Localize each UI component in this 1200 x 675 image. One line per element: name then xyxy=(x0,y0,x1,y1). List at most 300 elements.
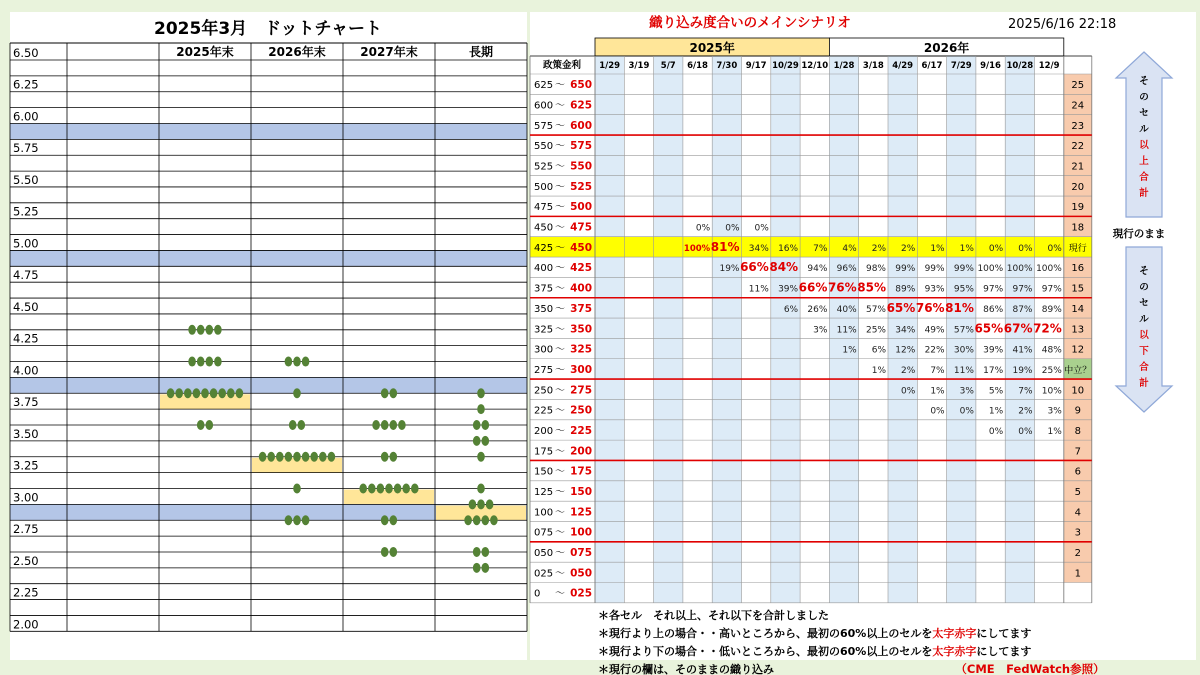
probability-cell: 65% xyxy=(974,321,1004,336)
rate-low: 325 xyxy=(534,324,554,336)
fomc-dot xyxy=(302,357,310,367)
fomc-dot xyxy=(167,388,175,398)
date-header: 5/7 xyxy=(660,61,676,71)
fomc-dot xyxy=(197,420,205,430)
rate-high: 550 xyxy=(570,160,592,173)
dot-chart-title: 2025年3月 ドットチャート xyxy=(154,19,382,39)
probability-cell: 6% xyxy=(783,304,799,315)
rate-tilde: ～ xyxy=(555,425,565,437)
fomc-dot xyxy=(302,452,310,462)
probability-cell: 7% xyxy=(813,243,828,254)
row-number: 7 xyxy=(1074,446,1081,458)
fomc-dot xyxy=(214,357,222,367)
probability-cell: 100% xyxy=(1036,264,1062,275)
column-header: 長期 xyxy=(468,45,494,59)
fomc-dot xyxy=(188,357,196,367)
fomc-dot xyxy=(214,325,222,335)
fomc-dot xyxy=(310,452,318,462)
rate-high: 525 xyxy=(570,180,592,193)
probability-cell: 66% xyxy=(798,280,828,295)
row-number: 1 xyxy=(1074,568,1081,580)
rate-low: 525 xyxy=(534,161,554,173)
probability-cell: 100% xyxy=(683,243,711,254)
probability-cell: 0% xyxy=(930,406,945,417)
probability-cell: 1% xyxy=(959,243,974,254)
rate-tilde: ～ xyxy=(555,263,565,275)
fomc-dot xyxy=(201,388,209,398)
probability-cell: 40% xyxy=(836,304,857,315)
probability-cell: 98% xyxy=(865,264,886,275)
fomc-dot xyxy=(206,420,214,430)
probability-cell: 0% xyxy=(901,386,916,397)
year-2026-label: 2026年 xyxy=(923,41,970,55)
rate-tilde: ～ xyxy=(555,385,565,397)
y-tick-label: 3.50 xyxy=(13,426,39,441)
rate-high: 100 xyxy=(570,526,592,539)
probability-cell: 10% xyxy=(1041,386,1062,397)
rate-high: 025 xyxy=(570,587,592,600)
rate-high: 400 xyxy=(570,282,592,295)
note-line: ＊各セル それ以上、それ以下を合計しました xyxy=(598,608,829,622)
probability-cell: 2% xyxy=(1018,406,1033,417)
row-number: 20 xyxy=(1071,181,1085,193)
date-header: 7/30 xyxy=(716,61,738,71)
band-row xyxy=(10,250,527,266)
rate-low: 375 xyxy=(534,283,554,295)
rate-header: 政策金利 xyxy=(542,60,582,71)
y-tick-label: 6.50 xyxy=(13,46,39,60)
probability-cell: 66% xyxy=(740,260,769,275)
fomc-dot xyxy=(477,483,485,493)
probability-cell: 4% xyxy=(842,243,857,254)
y-tick-label: 5.50 xyxy=(13,172,39,187)
row-number: 12 xyxy=(1071,344,1085,356)
probability-cell: 26% xyxy=(807,304,828,315)
fomc-dot xyxy=(293,483,301,493)
fomc-dot xyxy=(381,515,389,525)
probability-cell: 22% xyxy=(924,345,945,356)
rate-tilde: ～ xyxy=(555,141,565,153)
rate-low: 100 xyxy=(534,507,554,519)
fomc-dot xyxy=(236,388,244,398)
fomc-dot xyxy=(289,420,297,430)
fomc-dot xyxy=(390,420,398,430)
probability-cell: 99% xyxy=(924,264,945,275)
rate-tilde: ～ xyxy=(555,486,565,498)
rate-low: 425 xyxy=(534,242,554,254)
probability-cell: 1% xyxy=(842,345,857,356)
probability-cell: 34% xyxy=(895,325,916,336)
fomc-dot xyxy=(175,388,183,398)
rate-tilde: ～ xyxy=(555,161,565,173)
rate-low: 050 xyxy=(534,547,554,559)
y-tick-label: 3.75 xyxy=(13,395,39,410)
fomc-dot xyxy=(267,452,275,462)
row-number: 14 xyxy=(1071,303,1085,315)
scenario-table xyxy=(530,12,1196,675)
column-header: 2025年末 xyxy=(176,45,234,59)
fomc-dot xyxy=(381,420,389,430)
y-tick-label: 2.00 xyxy=(13,617,39,632)
year-2025-label: 2025年 xyxy=(689,41,735,55)
fomc-dot xyxy=(464,515,472,525)
fomc-dot xyxy=(473,436,481,446)
probability-cell: 1% xyxy=(988,406,1004,417)
row-number: 25 xyxy=(1071,80,1085,92)
probability-cell: 2% xyxy=(871,243,886,254)
keep-current-label: 現行のまま xyxy=(1112,228,1166,240)
fomc-dot xyxy=(390,388,398,398)
timestamp: 2025/6/16 22:18 xyxy=(1008,17,1117,32)
probability-cell: 30% xyxy=(953,345,974,356)
fomc-dot xyxy=(298,420,306,430)
probability-cell: 25% xyxy=(865,325,886,336)
rate-low: 550 xyxy=(534,141,554,153)
rate-tilde: ～ xyxy=(555,222,565,234)
probability-cell: 2% xyxy=(901,365,916,376)
row-number: 9 xyxy=(1074,405,1081,417)
row-number: 8 xyxy=(1074,425,1081,437)
fomc-dot xyxy=(227,388,235,398)
probability-cell: 0% xyxy=(988,426,1004,437)
fomc-dot xyxy=(486,499,494,509)
dot-chart-panel xyxy=(10,12,527,660)
rate-tilde: ～ xyxy=(555,344,565,356)
fomc-dot xyxy=(381,547,389,557)
probability-cell: 76% xyxy=(827,280,857,295)
rate-tilde: ～ xyxy=(555,507,565,519)
rate-high: 425 xyxy=(570,262,592,275)
date-header: 6/17 xyxy=(921,61,943,71)
probability-cell: 0% xyxy=(988,243,1004,254)
probability-cell: 11% xyxy=(836,325,857,336)
probability-cell: 48% xyxy=(1041,345,1062,356)
date-column-shade xyxy=(712,56,741,603)
fomc-dot xyxy=(285,357,293,367)
row-number: 19 xyxy=(1071,202,1085,214)
probability-cell: 39% xyxy=(778,284,799,295)
probability-cell: 1% xyxy=(930,386,945,397)
probability-cell: 87% xyxy=(1012,304,1033,315)
rate-high: 275 xyxy=(570,384,592,397)
row-number: 21 xyxy=(1071,161,1085,173)
date-header: 12/10 xyxy=(801,61,829,71)
row-number: 中立？ xyxy=(1064,365,1092,376)
row-number: 22 xyxy=(1071,141,1085,153)
probability-cell: 0% xyxy=(725,223,740,234)
date-header: 10/28 xyxy=(1006,61,1034,71)
row-number: 13 xyxy=(1071,324,1085,336)
fomc-dot xyxy=(368,483,376,493)
probability-cell: 5% xyxy=(988,386,1004,397)
current-rate-row xyxy=(530,237,1092,257)
probability-cell: 17% xyxy=(983,365,1004,376)
rate-high: 375 xyxy=(570,302,592,315)
date-header: 12/9 xyxy=(1038,61,1060,71)
fomc-dot xyxy=(293,452,301,462)
fomc-dot xyxy=(482,420,490,430)
rate-low: 400 xyxy=(534,263,554,275)
date-header: 1/29 xyxy=(599,61,621,71)
probability-cell: 95% xyxy=(953,284,974,295)
row-number: 15 xyxy=(1071,283,1085,295)
probability-cell: 2% xyxy=(901,243,916,254)
probability-cell: 49% xyxy=(924,325,945,336)
rate-high: 650 xyxy=(570,79,592,92)
y-tick-label: 4.75 xyxy=(13,268,39,283)
rate-high: 575 xyxy=(570,140,592,153)
rate-low: 475 xyxy=(534,202,554,214)
probability-cell: 97% xyxy=(1041,284,1062,295)
probability-cell: 6% xyxy=(871,345,886,356)
y-tick-label: 6.25 xyxy=(13,77,39,92)
probability-cell: 99% xyxy=(895,264,916,275)
row-number: 16 xyxy=(1071,263,1085,275)
arrow-up-text: そのセル以上合計 xyxy=(1139,76,1149,199)
fomc-dot xyxy=(206,357,214,367)
arrow-down-text: そのセル以下合計 xyxy=(1139,266,1149,389)
rate-tilde: ～ xyxy=(555,181,565,193)
rate-high: 350 xyxy=(570,323,592,336)
date-column-shade xyxy=(595,56,624,603)
probability-cell: 3% xyxy=(959,386,974,397)
rate-high: 050 xyxy=(570,567,592,580)
date-header: 3/18 xyxy=(862,61,884,71)
rate-tilde: ～ xyxy=(555,568,565,580)
note-line: ＊現行より上の場合・・高いところから、最初の60%以上のセルを太字赤字にしてます xyxy=(598,626,1032,640)
date-header: 3/19 xyxy=(628,61,650,71)
y-tick-label: 2.25 xyxy=(13,585,39,600)
fomc-dot xyxy=(206,325,214,335)
fomc-dot xyxy=(402,483,410,493)
rate-low: 025 xyxy=(534,568,554,580)
rate-tilde: ～ xyxy=(555,303,565,315)
fomc-dot xyxy=(482,563,490,573)
dot-chart xyxy=(10,12,527,660)
fomc-dot xyxy=(293,515,301,525)
date-header: 4/29 xyxy=(892,61,914,71)
rate-tilde: ～ xyxy=(555,405,565,417)
probability-cell: 19% xyxy=(719,264,740,275)
probability-cell: 3% xyxy=(813,325,828,336)
fomc-dot xyxy=(477,452,485,462)
fomc-dot xyxy=(381,452,389,462)
probability-cell: 89% xyxy=(895,284,916,295)
probability-cell: 16% xyxy=(778,243,799,254)
fomc-dot xyxy=(469,499,477,509)
row-number: 4 xyxy=(1074,507,1081,519)
fomc-dot xyxy=(390,547,398,557)
y-tick-label: 3.25 xyxy=(13,458,39,473)
probability-cell: 19% xyxy=(1012,365,1033,376)
fomc-dot xyxy=(473,563,481,573)
fomc-dot xyxy=(359,483,367,493)
note-line: ＊現行の欄は、そのままの織り込み xyxy=(598,662,774,675)
rate-tilde: ～ xyxy=(555,547,565,559)
probability-cell: 25% xyxy=(1041,365,1062,376)
rate-low: 175 xyxy=(534,446,554,458)
date-column-shade xyxy=(654,56,683,603)
date-header: 9/16 xyxy=(980,61,1001,71)
fomc-dot xyxy=(197,357,205,367)
probability-cell: 100% xyxy=(977,264,1004,275)
probability-cell: 94% xyxy=(807,264,828,275)
rate-tilde: ～ xyxy=(555,80,565,92)
fomc-dot xyxy=(218,388,226,398)
fomc-dot xyxy=(285,452,293,462)
rate-high: 250 xyxy=(570,404,592,417)
probability-cell: 0% xyxy=(959,406,974,417)
row-number: 23 xyxy=(1071,120,1085,132)
probability-cell: 1% xyxy=(930,243,945,254)
fomc-dot xyxy=(197,325,205,335)
rate-tilde: ～ xyxy=(555,100,565,112)
fomc-dot xyxy=(477,388,485,398)
fomc-dot xyxy=(328,452,336,462)
rate-high: 500 xyxy=(570,201,592,214)
rate-high: 075 xyxy=(570,546,592,559)
fomc-dot xyxy=(259,452,267,462)
rate-low: 200 xyxy=(534,425,554,437)
rate-high: 625 xyxy=(570,99,592,112)
row-number: 6 xyxy=(1074,466,1081,478)
rate-low: 625 xyxy=(534,80,554,92)
probability-cell: 7% xyxy=(930,365,945,376)
row-number: 18 xyxy=(1071,222,1085,234)
rate-high: 325 xyxy=(570,343,592,356)
probability-cell: 72% xyxy=(1033,321,1062,336)
rate-low: 250 xyxy=(534,385,554,397)
probability-cell: 97% xyxy=(983,284,1004,295)
rate-low: 150 xyxy=(534,466,554,478)
probability-cell: 76% xyxy=(915,300,945,315)
probability-cell: 81% xyxy=(710,239,740,254)
rate-low: 225 xyxy=(534,405,554,417)
y-tick-label: 4.00 xyxy=(13,363,39,378)
rate-low: 500 xyxy=(534,181,554,193)
rate-low: 125 xyxy=(534,486,554,498)
row-number: 24 xyxy=(1071,100,1085,112)
fomc-dot xyxy=(473,515,481,525)
fomc-dot xyxy=(385,483,393,493)
probability-cell: 0% xyxy=(754,223,769,234)
row-number: 3 xyxy=(1074,527,1081,539)
probability-cell: 1% xyxy=(1047,426,1062,437)
rate-tilde: ～ xyxy=(555,466,565,478)
rate-low: 600 xyxy=(534,100,554,112)
fomc-dot xyxy=(184,388,192,398)
fomc-dot xyxy=(293,388,301,398)
rate-low: 300 xyxy=(534,344,554,356)
y-tick-label: 2.50 xyxy=(13,553,39,568)
fomc-dot xyxy=(482,436,490,446)
probability-cell: 84% xyxy=(769,260,799,275)
y-tick-label: 2.75 xyxy=(13,522,39,537)
probability-cell: 100% xyxy=(1006,264,1033,275)
rate-tilde: ～ xyxy=(555,283,565,295)
probability-cell: 41% xyxy=(1012,345,1033,356)
fomc-dot xyxy=(477,499,485,509)
fomc-dot xyxy=(398,420,406,430)
probability-cell: 65% xyxy=(886,300,916,315)
y-tick-label: 5.25 xyxy=(13,204,39,219)
rate-low: 275 xyxy=(534,364,554,376)
fomc-dot xyxy=(390,515,398,525)
fomc-dot xyxy=(477,404,485,414)
probability-cell: 11% xyxy=(953,365,974,376)
rate-high: 150 xyxy=(570,485,592,498)
probability-cell: 11% xyxy=(748,284,769,295)
rate-low: 075 xyxy=(534,527,554,539)
rate-high: 125 xyxy=(570,506,592,519)
fomc-dot xyxy=(285,515,293,525)
rate-tilde: ～ xyxy=(555,527,565,539)
rate-high: 450 xyxy=(570,241,592,254)
fomc-dot xyxy=(210,388,218,398)
fomc-dot xyxy=(411,483,419,493)
rate-low: 575 xyxy=(534,120,554,132)
band-row xyxy=(10,377,527,393)
probability-cell: 86% xyxy=(983,304,1004,315)
rate-tilde: ～ xyxy=(555,120,565,132)
column-header: 2027年末 xyxy=(360,45,418,59)
probability-cell: 89% xyxy=(1041,304,1062,315)
y-tick-label: 4.25 xyxy=(13,331,39,346)
probability-cell: 0% xyxy=(1018,243,1033,254)
probability-cell: 67% xyxy=(1003,321,1033,336)
band-row xyxy=(10,123,527,139)
y-tick-label: 4.50 xyxy=(13,299,39,314)
rate-low: 450 xyxy=(534,222,554,234)
fomc-dot xyxy=(293,357,301,367)
date-column-shade xyxy=(771,56,800,603)
probability-cell: 81% xyxy=(945,300,974,315)
rate-tilde: ～ xyxy=(555,324,565,336)
rate-low: 350 xyxy=(534,303,554,315)
fomc-dot xyxy=(372,420,380,430)
probability-cell: 0% xyxy=(1018,426,1033,437)
fomc-dot xyxy=(276,452,284,462)
row-number: 5 xyxy=(1074,486,1081,498)
fomc-dot xyxy=(188,325,196,335)
date-header: 9/17 xyxy=(745,61,767,71)
probability-cell: 99% xyxy=(953,264,974,275)
rate-high: 225 xyxy=(570,424,592,437)
probability-cell: 96% xyxy=(836,264,857,275)
probability-cell: 34% xyxy=(748,243,769,254)
fomc-dot xyxy=(381,388,389,398)
date-header: 7/29 xyxy=(950,61,972,71)
rate-tilde: ～ xyxy=(555,364,565,376)
fomc-dot xyxy=(482,515,490,525)
fomc-dot xyxy=(302,515,310,525)
date-header: 1/28 xyxy=(833,61,855,71)
date-header: 10/29 xyxy=(772,61,799,71)
rate-tilde: ～ xyxy=(555,242,565,254)
probability-cell: 0% xyxy=(695,223,711,234)
fomc-dot xyxy=(490,515,498,525)
row-number: 10 xyxy=(1071,385,1085,397)
y-tick-label: 5.75 xyxy=(13,141,39,156)
probability-cell: 57% xyxy=(865,304,886,315)
rate-tilde: ～ xyxy=(555,202,565,214)
row-number: 現行 xyxy=(1068,243,1087,254)
row-number: 2 xyxy=(1074,547,1081,559)
note-line: ＊現行より下の場合・・低いところから、最初の60%以上のセルを太字赤字にしてます xyxy=(598,644,1032,658)
fomc-dot xyxy=(319,452,327,462)
fomc-dot xyxy=(193,388,201,398)
y-tick-label: 3.00 xyxy=(13,490,39,505)
